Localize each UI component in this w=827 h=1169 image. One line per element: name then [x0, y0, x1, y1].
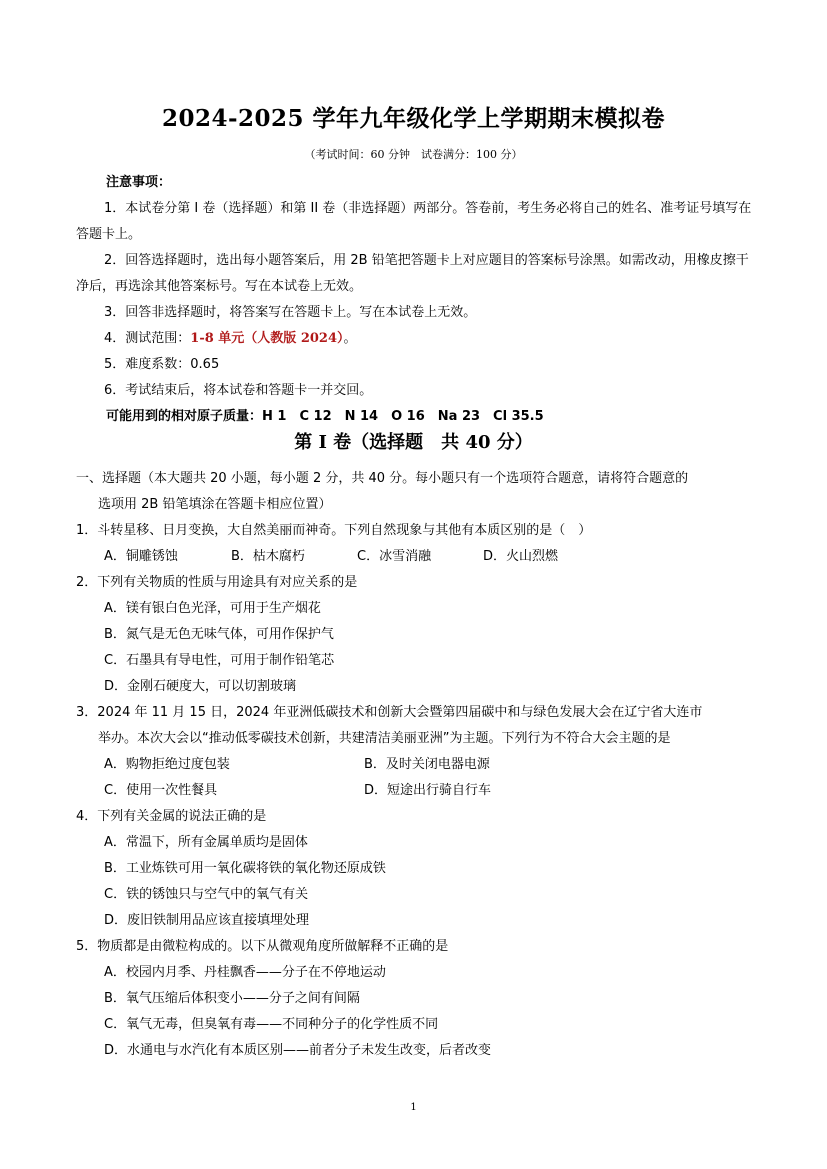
q3-option-b: B．及时关闭电器电源: [364, 757, 490, 772]
q5-option-a: A．校园内月季、丹桂飘香——分子在不停地运动: [104, 965, 386, 980]
exam-title: 2024-2025 学年九年级化学上学期期末模拟卷: [161, 105, 666, 132]
q1-stem: 1．斗转星移、日月变换，大自然美丽而神奇。下列自然现象与其他有本质区别的是（ ）: [76, 523, 592, 538]
q2-stem: 2．下列有关物质的性质与用途具有对应关系的是: [76, 575, 358, 590]
atomic-masses: 可能用到的相对原子质量：H 1 C 12 N 14 O 16 Na 23 Cl 35.5: [106, 409, 544, 424]
q5-option-d: D．水通电与水汽化有本质区别——前者分子未发生改变，后者改变: [104, 1043, 492, 1058]
q2-option-c: C．石墨具有导电性，可用于制作铅笔芯: [104, 653, 335, 668]
instruction-line-2: 选项用 2B 铅笔填涂在答题卡相应位置）: [98, 497, 332, 512]
q2-option-a: A．镁有银白色光泽，可用于生产烟花: [104, 601, 321, 616]
section-title: 第 I 卷（选择题 共 40 分）: [294, 432, 533, 453]
q2-option-d: D．金刚石硬度大，可以切割玻璃: [104, 679, 297, 694]
note-6: 6．考试结束后，将本试卷和答题卡一并交回。: [104, 383, 373, 398]
note-4-suffix: 。: [343, 331, 357, 346]
q3-option-a: A．购物拒绝过度包装: [104, 757, 230, 772]
q3-option-d: D．短途出行骑自行车: [364, 783, 492, 798]
note-4-prefix: 4．测试范围：: [104, 331, 191, 346]
note-1: 1．本试卷分第 I 卷（选择题）和第 II 卷（非选择题）两部分。答卷前，考生务必将自己的姓名、准考证号填写在答题卡上。: [76, 201, 752, 242]
q3-options-row-1: [76, 752, 756, 778]
q4-option-b: B．工业炼铁可用一氧化碳将铁的氧化物还原成铁: [104, 861, 386, 876]
note-4-range: 1-8 单元（人教版 2024）: [190, 331, 344, 346]
q1-options: [76, 544, 756, 570]
q3-stem-line-1: 3．2024 年 11 月 15 日，2024 年亚洲低碳技术和创新大会暨第四届碳中和与绿色发展大会在辽宁省大连市: [76, 705, 703, 720]
note-2: 2．回答选择题时，选出每小题答案后，用 2B 铅笔把答题卡上对应题目的答案标号涂黑。如需改动，用橡皮擦干净后，再选涂其他答案标号。写在本试卷上无效。: [76, 253, 749, 294]
q4-stem: 4．下列有关金属的说法正确的是: [76, 809, 267, 824]
q3-options-row-2: [76, 778, 756, 804]
q2-option-b: B．氮气是无色无味气体，可用作保护气: [104, 627, 334, 642]
q1-option-d: D．火山烈燃: [483, 549, 559, 564]
q3-stem-line-2: 举办。本次大会以“推动低零碳技术创新，共建清洁美丽亚洲”为主题。下列行为不符合大会主题的是: [98, 731, 671, 746]
q5-option-b: B．氧气压缩后体积变小——分子之间有间隔: [104, 991, 360, 1006]
note-5: 5．难度系数：0.65: [104, 357, 220, 372]
q3-option-c: C．使用一次性餐具: [104, 783, 218, 798]
notes-section: [76, 170, 756, 430]
page-number: 1: [410, 1102, 417, 1113]
notes-heading: 注意事项：: [106, 175, 172, 190]
questions-body: [76, 466, 756, 1064]
q5-stem: 5．物质都是由微粒构成的。以下从微观角度所做解释不正确的是: [76, 939, 449, 954]
q1-option-a: A．铜雕锈蚀: [104, 549, 178, 564]
exam-subtitle: （考试时间：60 分钟 试卷满分：100 分）: [304, 148, 523, 161]
q4-option-d: D．废旧铁制用品应该直接填埋处理: [104, 913, 310, 928]
note-4: [76, 326, 756, 352]
q4-option-a: A．常温下，所有金属单质均是固体: [104, 835, 308, 850]
q5-option-c: C．氧气无毒，但臭氧有毒——不同种分子的化学性质不同: [104, 1017, 439, 1032]
q4-option-c: C．铁的锈蚀只与空气中的氧气有关: [104, 887, 309, 902]
q1-option-c: C．冰雪消融: [357, 549, 432, 564]
instruction-line-1: 一、选择题（本大题共 20 小题，每小题 2 分，共 40 分。每小题只有一个选项符合题意，请将符合题意的: [76, 471, 689, 486]
note-3: 3．回答非选择题时，将答案写在答题卡上。写在本试卷上无效。: [104, 305, 477, 320]
q1-option-b: B．枯木腐朽: [231, 549, 305, 564]
